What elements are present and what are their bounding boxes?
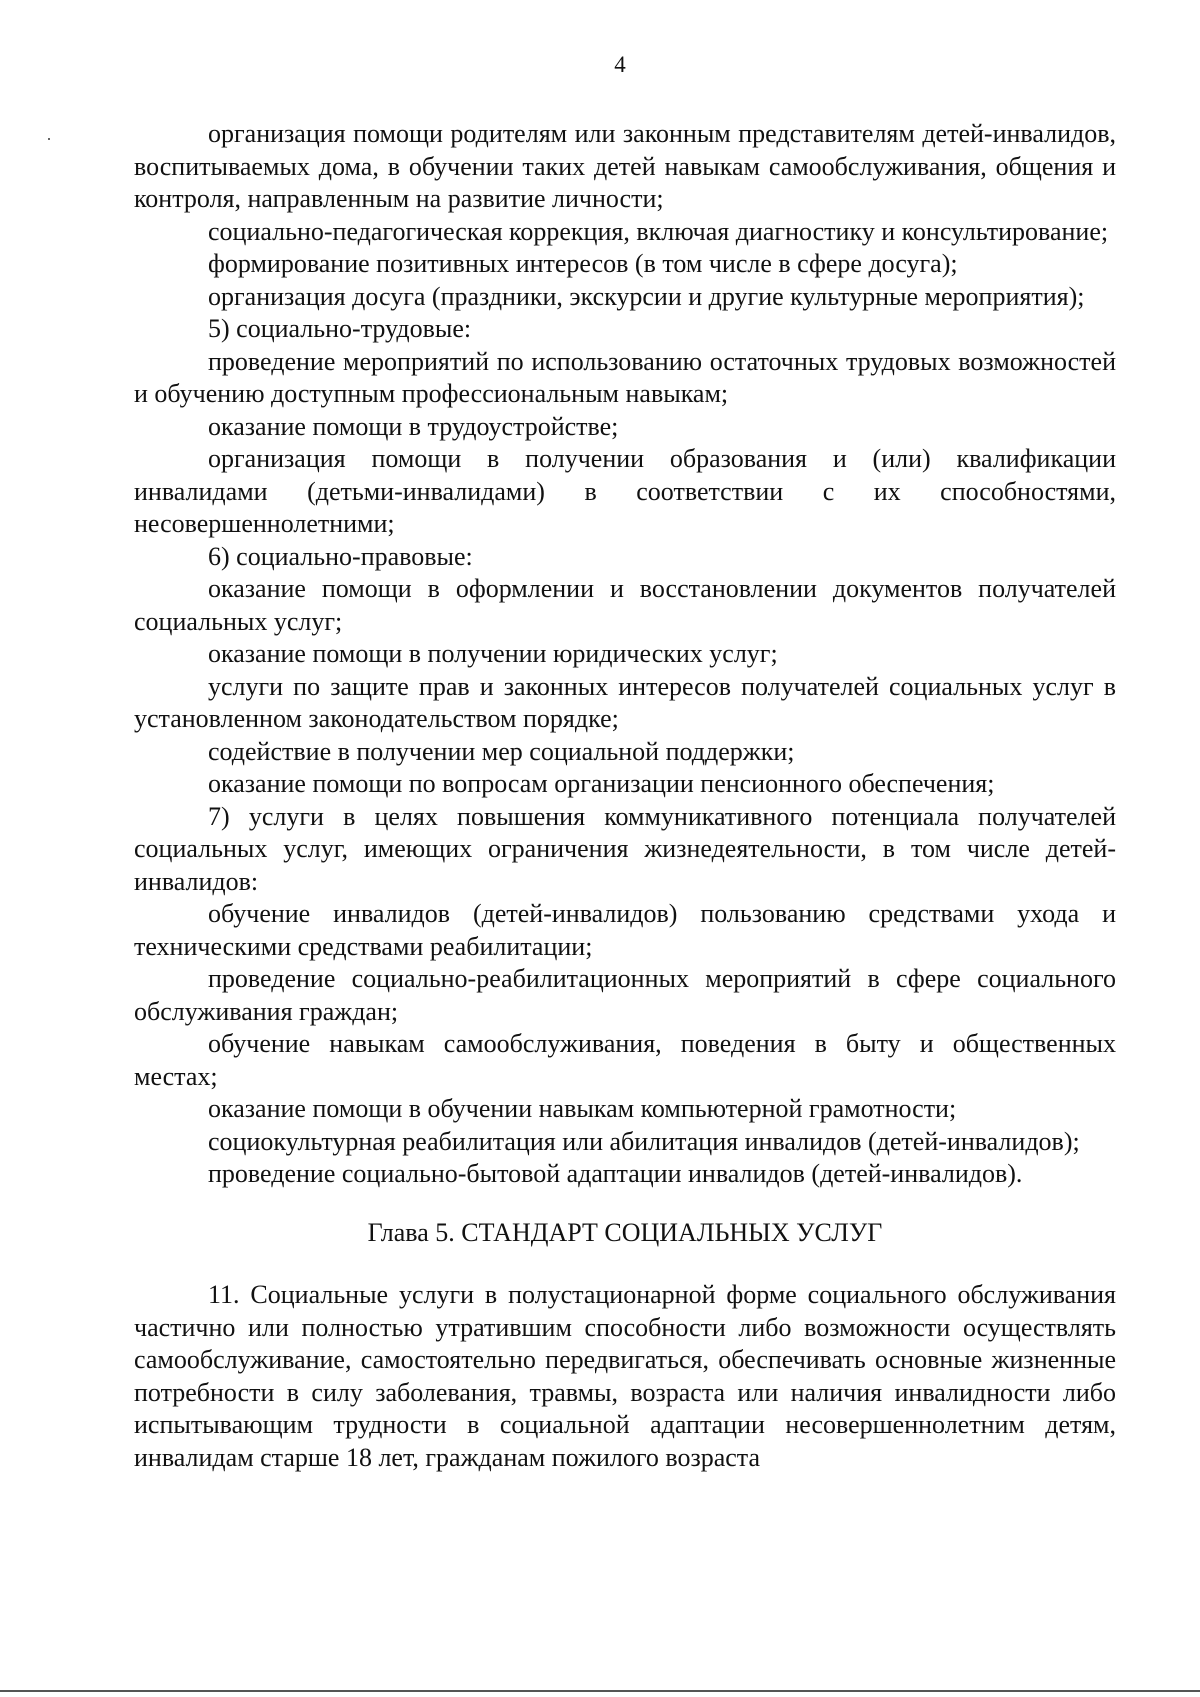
page-number: 4 [614,52,626,77]
chapter-heading: Глава 5. СТАНДАРТ СОЦИАЛЬНЫХ УСЛУГ [367,1217,883,1247]
paragraph: формирование позитивных интересов (в том числе в сфере досуга); [208,249,958,278]
paragraphs-before [134,118,1116,1191]
paragraph: оказание помощи в обучении навыкам компьютерной грамотности; [208,1094,957,1123]
paragraph: оказание помощи в трудоустройстве; [208,411,619,441]
document-body [134,118,1116,1474]
paragraph: проведение мероприятий по использованию остаточных трудовых возможностей и обучению доступным профессиональным навыкам; [134,346,1116,408]
list-section-heading: 6) социально-правовые: [208,541,473,571]
list-section-heading: 5) социально-трудовые: [208,314,472,343]
paragraph: проведение социально-реабилитационных мероприятий в сфере социального обслуживания граждан; [134,964,1116,1026]
paragraphs-after [134,1279,1116,1474]
paragraph: 11. Социальные услуги в полустационарной форме социального обслуживания частично или полностью утратившим способности либо возможности осуществлять самообслуживание, самостоятельно передвигаться, обеспечивать основные жизненные потребности в силу заболевания, травмы, возраста или наличия инвалидности либо испытывающим трудности в социальной адаптации несовершеннолетним детям, инвалидам старше 18 лет, гражданам пожилого возраста [134,1280,1116,1472]
paragraph: оказание помощи в получении юридических услуг; [208,639,778,668]
paragraph: оказание помощи по вопросам организации пенсионного обеспечения; [208,769,995,798]
paragraph: услуги по защите прав и законных интересов получателей социальных услуг в установленном законодательством порядке; [134,671,1116,733]
paragraph: организация помощи в получении образования и (или) квалификации инвалидами (детьми-инвалидами) в соответствии с их способностями, несовершеннолетними; [134,444,1116,538]
paragraph: социокультурная реабилитация или абилитация инвалидов (детей-инвалидов); [208,1126,1080,1156]
paragraph: оказание помощи в оформлении и восстановлении документов получателей социальных услуг; [134,574,1116,636]
paragraph: содействие в получении мер социальной поддержки; [208,736,795,766]
scan-bottom-edge [0,1690,1200,1692]
scan-artifact-dot [48,138,50,140]
paragraph: обучение инвалидов (детей-инвалидов) пользованию средствами ухода и техническими средствами реабилитации; [134,899,1116,961]
paragraph: организация помощи родителям или законным представителям детей-инвалидов, воспитываемых дома, в обучении таких детей навыкам самообслуживания, общения и контроля, направленным на развитие личности; [134,119,1116,213]
paragraph: социально-педагогическая коррекция, включая диагностику и консультирование; [208,216,1109,246]
list-section-heading: 7) услуги в целях повышения коммуникативного потенциала получателей социальных услуг, имеющих ограничения жизнедеятельности, в том числе детей-инвалидов: [134,801,1116,896]
paragraph: проведение социально-бытовой адаптации инвалидов (детей-инвалидов). [208,1159,1023,1188]
paragraph: обучение навыкам самообслуживания, поведения в быту и общественных местах; [134,1029,1116,1091]
paragraph: организация досуга (праздники, экскурсии и другие культурные мероприятия); [208,281,1085,311]
